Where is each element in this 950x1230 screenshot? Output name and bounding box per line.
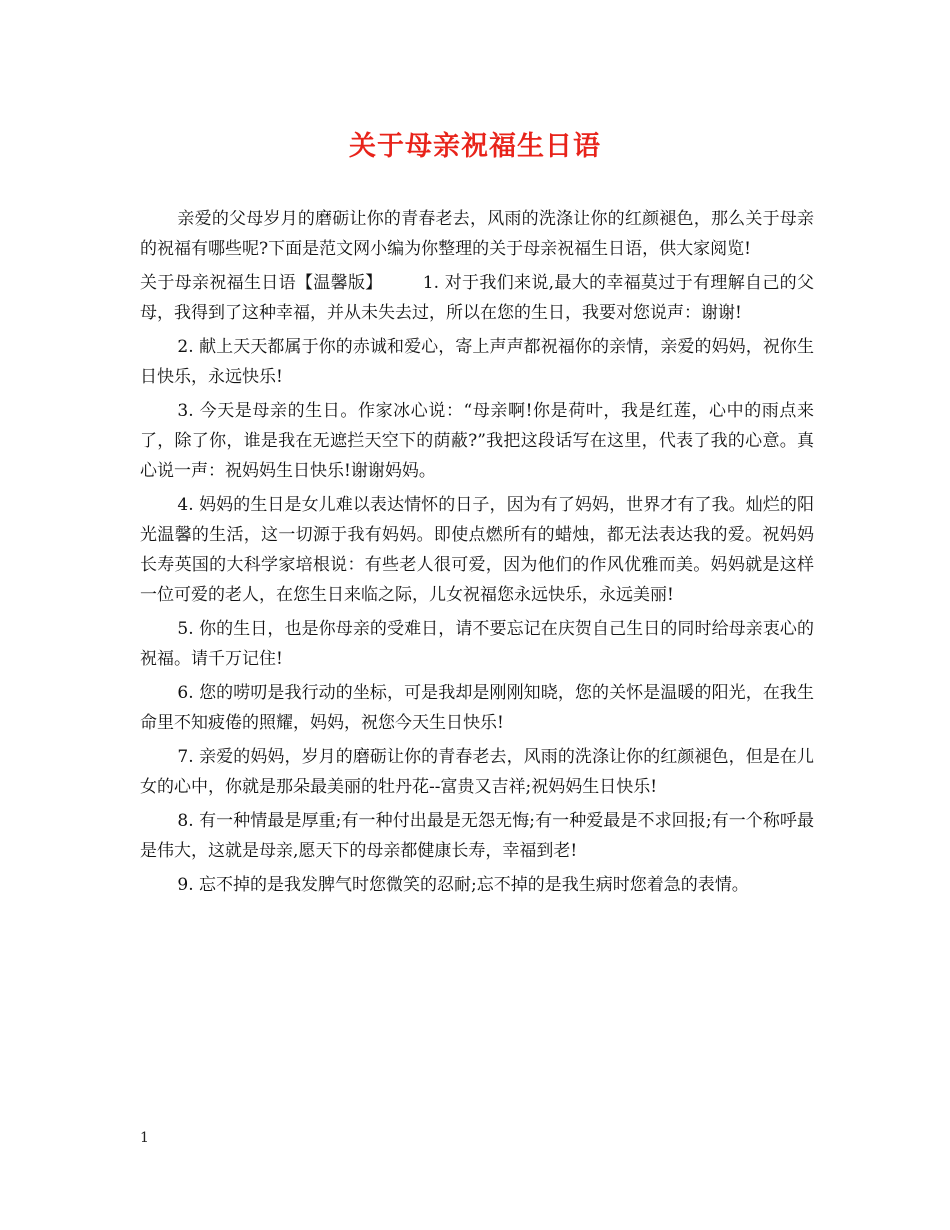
document-title: 关于母亲祝福生日语 (349, 131, 601, 162)
list-item-8: 8. 有一种情最是厚重;有一种付出最是无怨无悔;有一种爱最是不求回报;有一个称呼最是伟大，这就是母亲,愿天下的母亲都健康长寿，幸福到老! (140, 811, 814, 861)
list-item-7: 7. 亲爱的妈妈，岁月的磨砺让你的青春老去，风雨的洗涤让你的红颜褪色，但是在儿女的心中，你就是那朵最美丽的牡丹花--富贵又吉祥;祝妈妈生日快乐! (140, 747, 814, 797)
list-item-6: 6. 您的唠叨是我行动的坐标，可是我却是刚刚知晓，您的关怀是温暖的阳光，在我生命里不知疲倦的照耀，妈妈，祝您今天生日快乐! (140, 683, 814, 733)
list-item-5: 5. 你的生日，也是你母亲的受难日，请不要忘记在庆贺自己生日的同时给母亲衷心的祝福。请千万记住! (140, 619, 814, 669)
section-label: 关于母亲祝福生日语【温馨版】 (140, 273, 383, 293)
list-item-4: 4. 妈妈的生日是女儿难以表达情怀的日子，因为有了妈妈，世界才有了我。灿烂的阳光温馨的生活，这一切源于我有妈妈。即使点燃所有的蜡烛，都无法表达我的爱。祝妈妈长寿英国的大科学家培根说：有些老人很可爱，因为他们的作风优雅而美。妈妈就是这样一位可爱的老人，在您生日来临之际，儿女祝福您永远快乐，永远美丽! (140, 495, 814, 605)
intro-paragraph: 亲爱的父母岁月的磨砺让你的青春老去，风雨的洗涤让你的红颜褪色，那么关于母亲的祝福有哪些呢?下面是范文网小编为你整理的关于母亲祝福生日语，供大家阅览! (140, 209, 814, 259)
list-item-1: 1. 对于我们来说,最大的幸福莫过于有理解自己的父母，我得到了这种幸福，并从未失去过，所以在您的生日，我要对您说声：谢谢! (140, 273, 815, 323)
list-item-2: 2. 献上天天都属于你的赤诚和爱心，寄上声声都祝福你的亲情，亲爱的妈妈，祝你生日快乐，永远快乐! (140, 337, 814, 387)
page-number: 1 (140, 1130, 149, 1146)
list-item-3: 3. 今天是母亲的生日。作家冰心说：“母亲啊!你是荷叶，我是红莲，心中的雨点来了，除了你，谁是我在无遮拦天空下的荫蔽?”我把这段话写在这里，代表了我的心意。真心说一声：祝妈妈生日快乐!谢谢妈妈。 (140, 401, 814, 481)
document-body (140, 204, 814, 904)
section-gap (383, 273, 423, 293)
section-paragraph (140, 268, 814, 328)
list-item-9: 9. 忘不掉的是我发脾气时您微笑的忍耐;忘不掉的是我生病时您着急的表情。 (177, 875, 749, 895)
